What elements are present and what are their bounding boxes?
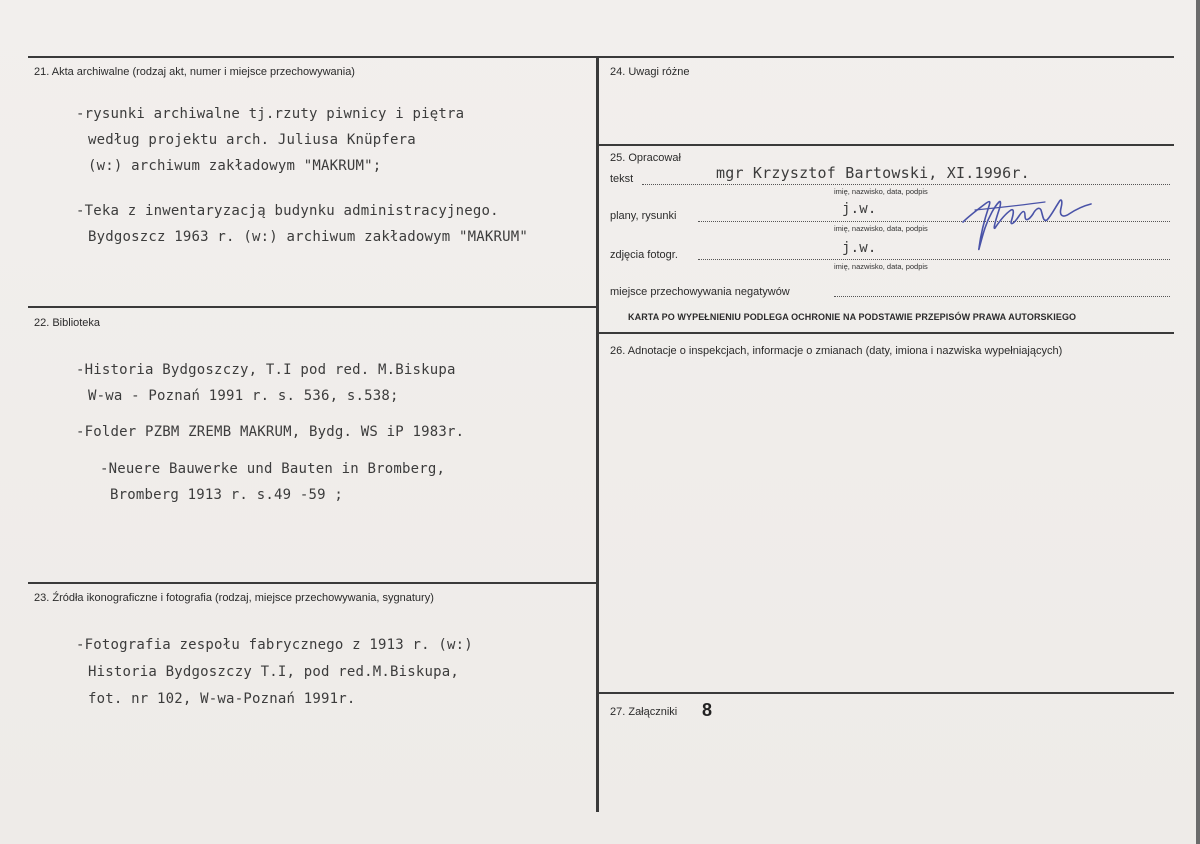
section-23-line: Historia Bydgoszczy T.I, pod red.M.Biskupa, (88, 664, 460, 680)
negatywy-label: miejsce przechowywania negatywów (610, 286, 790, 298)
rule-26-27 (598, 692, 1174, 694)
rule-21-22 (28, 306, 598, 308)
rule-25-26 (598, 332, 1174, 334)
rule-22-23 (28, 582, 598, 584)
section-24-label: 24. Uwagi różne (610, 66, 690, 78)
plany-value: j.w. (842, 201, 877, 217)
zdjecia-value: j.w. (842, 240, 877, 256)
tekst-caption: imię, nazwisko, data, podpis (834, 187, 928, 196)
section-23-line: fot. nr 102, W-wa-Poznań 1991r. (88, 691, 356, 707)
tekst-label: tekst (610, 173, 634, 185)
section-21-label: 21. Akta archiwalne (rodzaj akt, numer i miejsce przechowywania) (34, 66, 355, 78)
section-26-label: 26. Adnotacje o inspekcjach, informacje o zmianach (daty, imiona i nazwiska wypełniających) (610, 345, 1063, 357)
negatywy-dotted-line (834, 296, 1170, 297)
zdjecia-caption: imię, nazwisko, data, podpis (834, 262, 928, 271)
section-22-line: -Historia Bydgoszczy, T.I pod red. M.Biskupa (76, 362, 456, 378)
attachments-count: 8 (702, 700, 713, 720)
section-27-label: 27. Załączniki (610, 706, 678, 718)
section-22-label: 22. Biblioteka (34, 317, 101, 329)
section-23-line: -Fotografia zespołu fabrycznego z 1913 r. (w:) (76, 637, 473, 653)
section-22-line: -Folder PZBM ZREMB MAKRUM, Bydg. WS iP 1983r. (76, 424, 465, 440)
card-edge (1196, 0, 1200, 844)
zdjecia-label: zdjęcia fotogr. (610, 249, 678, 261)
tekst-value: mgr Krzysztof Bartowski, XI.1996r. (716, 164, 1030, 182)
section-21-line: (w:) archiwum zakładowym "MAKRUM"; (88, 158, 382, 174)
rule-24-25 (598, 144, 1174, 146)
section-22-line: W-wa - Poznań 1991 r. s. 536, s.538; (88, 388, 399, 404)
section-22-line: -Neuere Bauwerke und Bauten in Bromberg, (100, 461, 446, 477)
section-23-label: 23. Źródła ikonograficzne i fotografia (rodzaj, miejsce przechowywania, sygnatury) (34, 592, 434, 604)
copyright-notice: KARTA PO WYPEŁNIENIU PODLEGA OCHRONIE NA PODSTAWIE PRZEPISÓW PRAWA AUTORSKIEGO (628, 312, 1077, 322)
plany-label: plany, rysunki (610, 210, 677, 222)
center-divider (596, 56, 599, 812)
signature-icon (955, 180, 1105, 270)
section-21-line: Bydgoszcz 1963 r. (w:) archiwum zakładowym "MAKRUM" (88, 229, 529, 245)
section-21-line: -rysunki archiwalne tj.rzuty piwnicy i piętra (76, 106, 465, 122)
section-21-line: -Teka z inwentaryzacją budynku administracyjnego. (76, 203, 499, 219)
section-22-line: Bromberg 1913 r. s.49 -59 ; (110, 487, 343, 503)
section-21-line: według projektu arch. Juliusa Knüpfera (88, 132, 416, 148)
plany-caption: imię, nazwisko, data, podpis (834, 224, 928, 233)
top-rule (28, 56, 1174, 58)
section-25-label: 25. Opracował (610, 152, 681, 164)
